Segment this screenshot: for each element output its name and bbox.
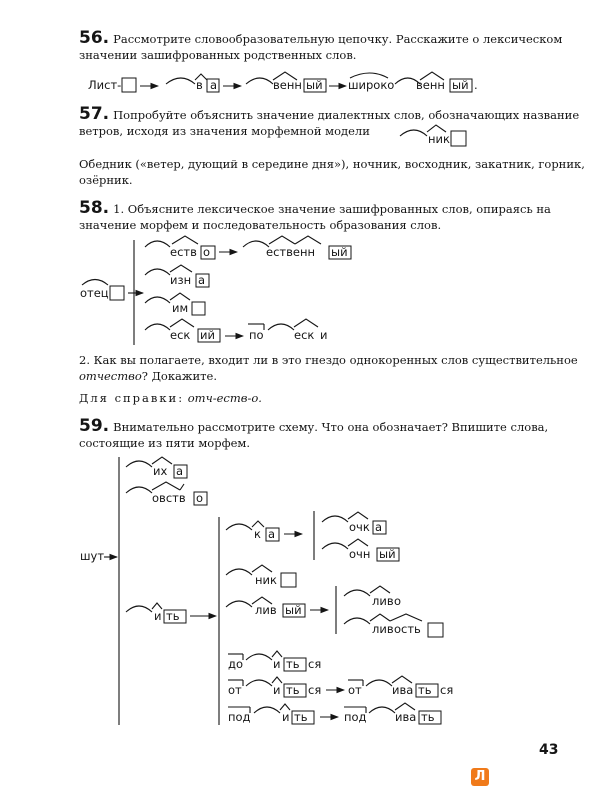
svg-text:ть: ть [294,710,308,724]
svg-text:ник: ник [255,573,277,587]
svg-text:ся: ся [440,683,454,697]
svg-text:ий: ий [200,328,215,342]
svg-text:.: . [474,78,478,92]
ending-box [428,623,443,637]
ending-box [451,131,466,146]
exercise-56-chain [88,72,478,92]
svg-text:еск: еск [294,328,315,342]
svg-text:очн: очн [349,547,371,561]
svg-text:лив: лив [372,622,394,636]
svg-text:ива: ива [392,683,414,697]
exercise-57-text: 57. Попробуйте объяснить значение диалектных слов, обозначающих название ветров, исходя из значения морфемной модели [79,104,580,138]
svg-text:а: а [268,527,276,541]
svg-text:а: а [198,273,206,287]
publisher-logo: Л [471,768,489,786]
svg-text:о: о [203,245,211,259]
svg-text:ть: ть [286,657,300,671]
svg-text:от: от [348,683,362,697]
svg-text:венн: венн [416,78,445,92]
exercise-58-reference: Для справки: отч-еств-о. [79,391,262,405]
svg-text:ть: ть [166,609,180,623]
svg-text:в: в [196,78,203,92]
svg-text:лив: лив [255,603,277,617]
svg-text:к: к [254,527,261,541]
svg-text:ся: ся [308,683,322,697]
exercise-59-diagram [80,457,453,725]
root-arc [166,78,195,84]
svg-text:лив: лив [372,594,394,608]
exercise-58-number: 58. [79,198,110,218]
root-arc [400,130,427,136]
svg-text:ый: ый [285,603,302,617]
exercise-57-number: 57. [79,104,110,124]
root-arc [246,78,273,84]
svg-text:под: под [228,710,251,724]
svg-text:ый: ый [331,245,348,259]
exercise-56-number: 56. [79,28,110,48]
exercise-57-model [400,125,466,146]
svg-text:ник: ник [428,132,450,146]
exercise-56-text: 56. Рассмотрите словообразовательную цепочку. Расскажите о лексическом значении зашифрованных родственных слов. [79,28,563,62]
svg-text:овств: овств [152,491,186,505]
svg-text:венн: венн [273,78,302,92]
suffix-mark [427,125,446,132]
svg-text:от: от [228,683,242,697]
svg-text:и: и [273,657,281,671]
exercise-59-text: 59. Внимательно рассмотрите схему. Что она обозначает? Впишите слова, состоящие из пяти морфем. [79,416,549,450]
svg-text:широко: широко [348,78,395,92]
svg-text:ый: ый [306,78,323,92]
svg-text:ся: ся [308,657,322,671]
svg-text:о: о [394,594,402,608]
exercise-58-task-1: 58. 1. Объясните лексическое значение зашифрованных слов, опираясь на значение морфем и последовательность образования слов. [79,198,551,232]
svg-text:их: их [153,464,168,478]
ending-box [110,286,124,300]
svg-text:по: по [249,328,264,342]
svg-text:и: и [154,609,162,623]
svg-text:а: а [176,464,184,478]
svg-text:под: под [344,710,367,724]
svg-text:ть: ть [418,683,432,697]
svg-text:ественн: ественн [266,245,315,259]
root-otets: отец [80,286,109,300]
svg-text:еств: еств [170,245,197,259]
exercise-58-diagram [80,236,351,345]
ending-box [122,78,136,92]
svg-text:а: а [210,78,218,92]
svg-text:и: и [273,683,281,697]
svg-text:ть: ть [286,683,300,697]
svg-text:о: о [196,491,204,505]
exercise-59-number: 59. [79,416,110,436]
ending-box [192,302,205,315]
chain-root-list: Лист- [88,78,122,92]
svg-text:изн: изн [170,273,192,287]
svg-text:еск: еск [170,328,191,342]
svg-text:а: а [375,520,383,534]
svg-text:ть: ть [421,710,435,724]
svg-text:ый: ый [452,78,469,92]
svg-text:им: им [172,301,189,315]
root-arc [82,280,108,286]
exercise-58-task-2: 2. Как вы полагаете, входит ли в это гнездо однокоренных слов существительное отчество? Докажите. [79,353,578,383]
svg-text:ость: ость [394,622,421,636]
svg-text:и: и [320,328,328,342]
svg-text:ива: ива [395,710,417,724]
root-shut: шут [80,549,105,563]
svg-text:и: и [282,710,290,724]
ending-box [281,573,296,587]
page-number: 43 [539,742,559,758]
svg-text:ый: ый [379,547,396,561]
svg-text:до: до [228,657,243,671]
exercise-57-examples: Обедник («ветер, дующий в середине дня»), ночник, восходник, закатник, горник, озёрник. [79,157,585,187]
svg-text:очк: очк [349,520,370,534]
